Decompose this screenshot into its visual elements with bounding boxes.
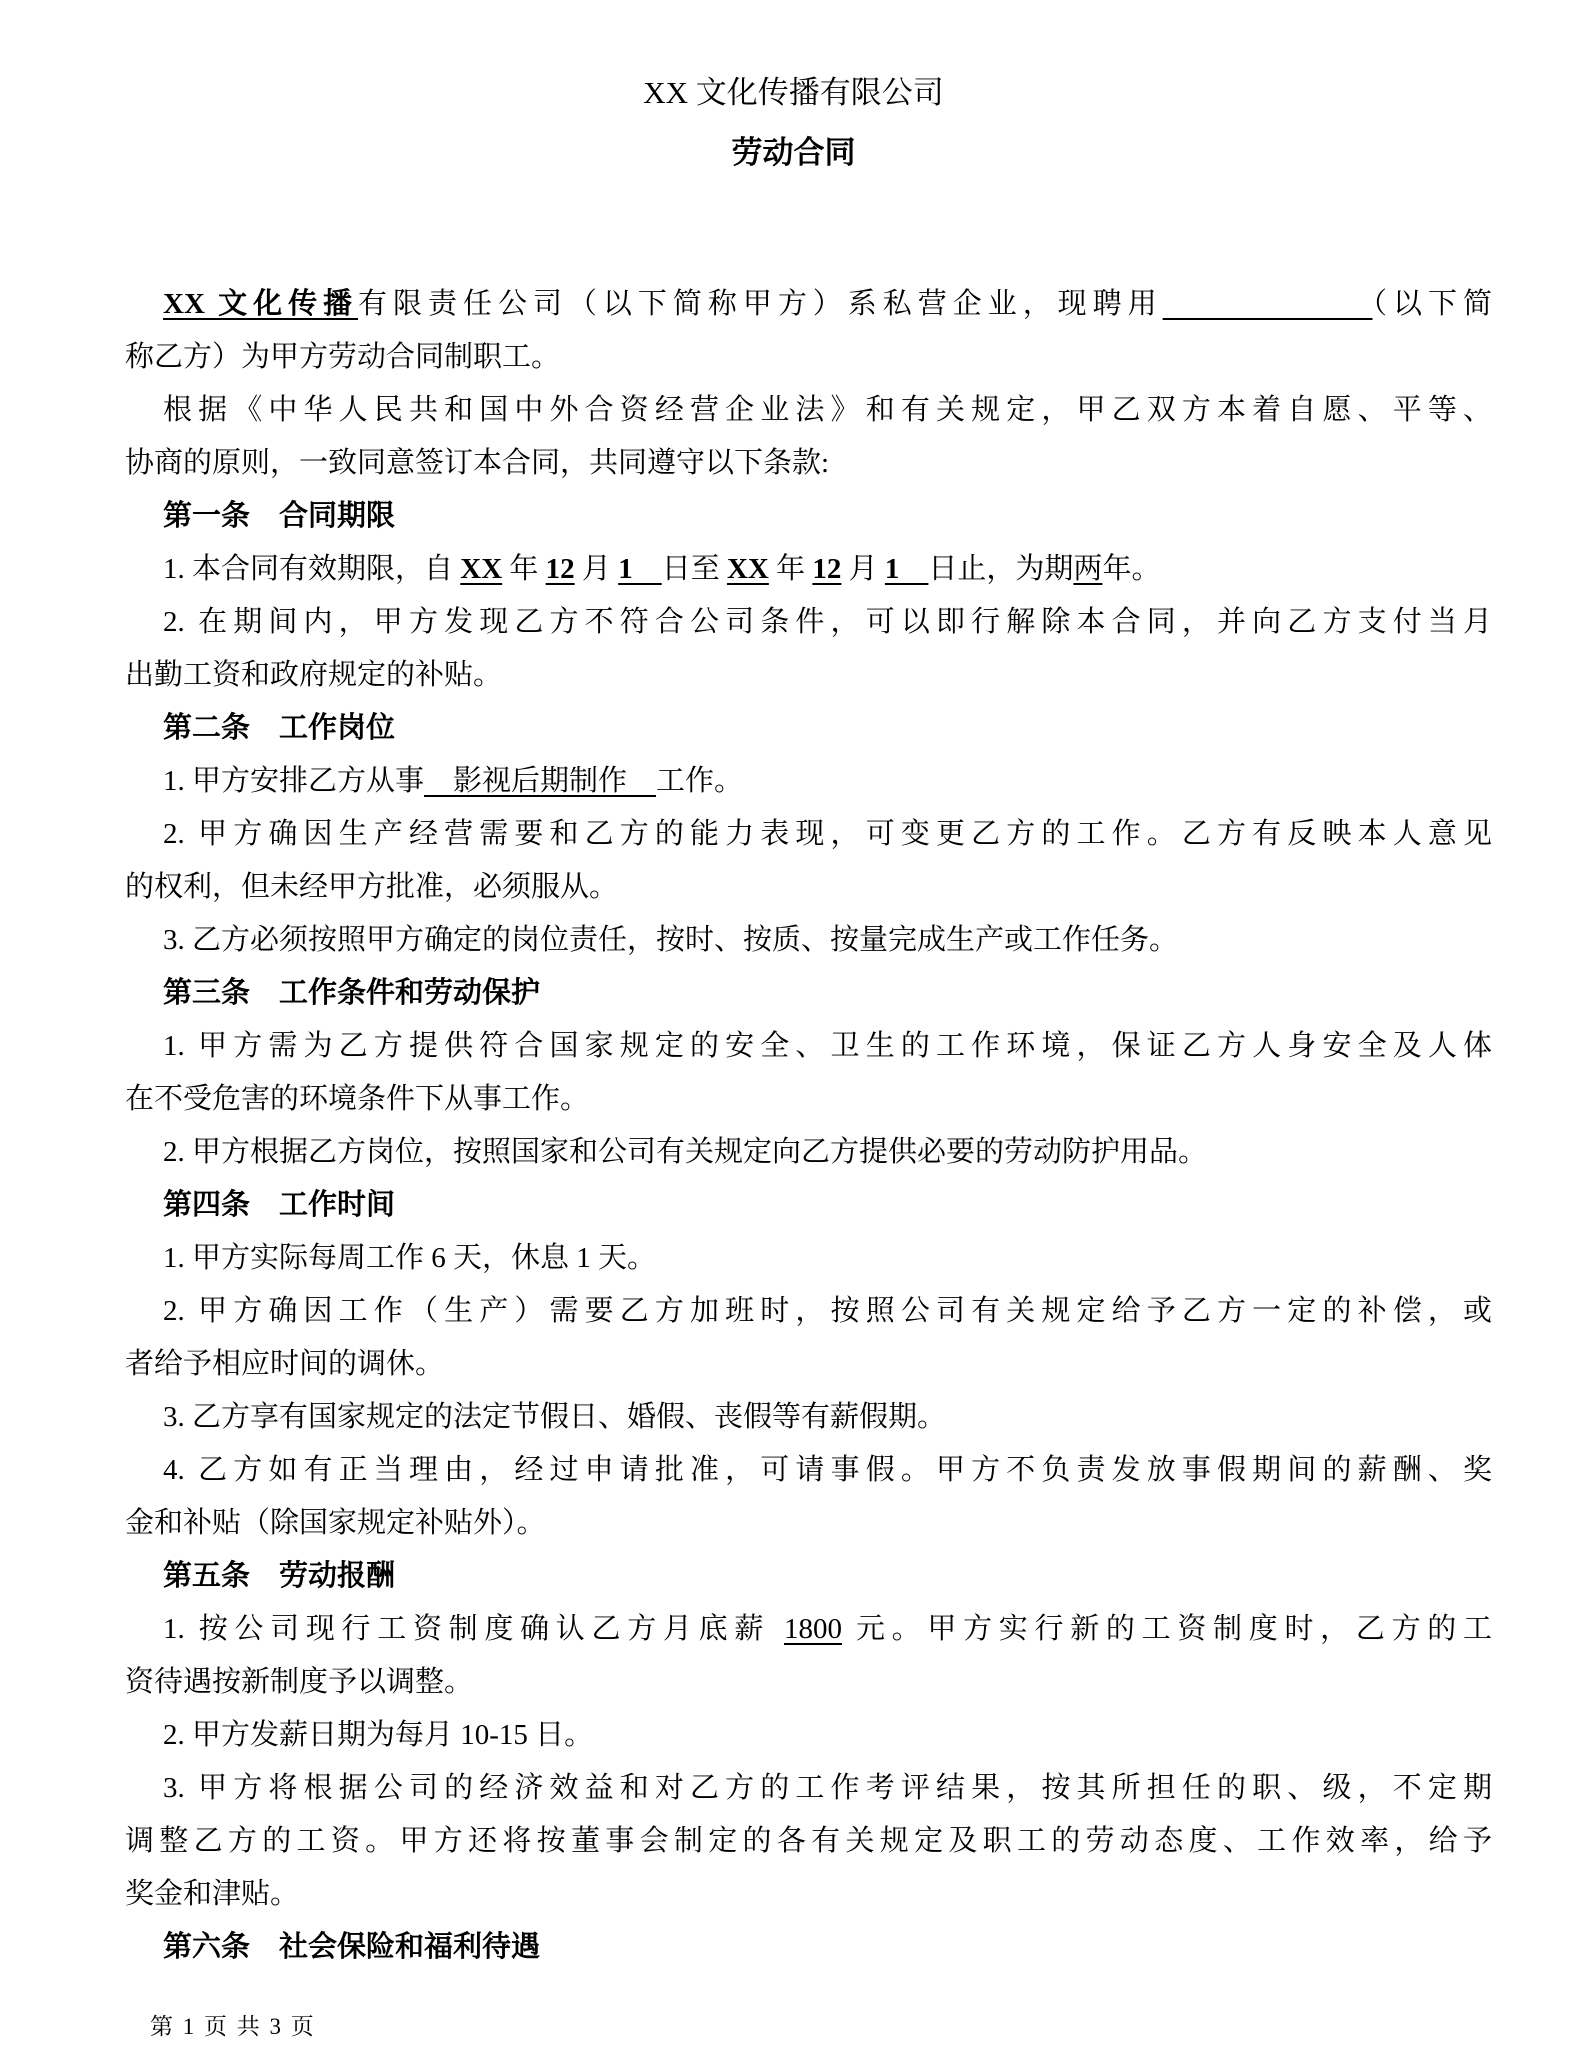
- text-line: [125, 702, 1492, 755]
- section-heading: [125, 1179, 1492, 1232]
- end-day: 1: [884, 553, 929, 585]
- text-line: [125, 1338, 1492, 1391]
- text-run: 1. 本合同有效期限，自: [163, 553, 461, 585]
- text-run: 日至: [661, 553, 727, 585]
- text-run: 工作。: [656, 765, 744, 797]
- base-salary-value: 1800: [784, 1613, 842, 1645]
- paragraph: [125, 1020, 1492, 1126]
- party-a-name: XX 文化传播: [163, 288, 359, 320]
- text-line: [125, 490, 1492, 543]
- text-run: 3. 甲方将根据公司的经济效益和对乙方的工作考评结果，按其所担任的职、级，不定期: [163, 1772, 1492, 1804]
- text-run: 日止，为期: [928, 553, 1074, 585]
- text-run: 元。甲方实行新的工资制度时，乙方的工: [842, 1613, 1492, 1645]
- text-run: 2. 甲方确因工作（生产）需要乙方加班时，按照公司有关规定给予乙方一定的补偿，或: [163, 1295, 1492, 1327]
- text-line: [125, 1815, 1492, 1868]
- page-number-footer: 第 1 页 共 3 页: [150, 2014, 316, 2039]
- text-line: [125, 278, 1492, 331]
- text-line: [125, 1709, 1492, 1762]
- document-title: 劳动合同: [731, 135, 856, 170]
- text-run: 3. 乙方享有国家规定的法定节假日、婚假、丧假等有薪假期。: [163, 1401, 947, 1433]
- section-5-title: 第五条 劳动报酬: [163, 1560, 396, 1592]
- paragraph: [125, 914, 1492, 967]
- text-line: [125, 808, 1492, 861]
- text-line: [125, 384, 1492, 437]
- text-run: 2. 甲方根据乙方岗位，按照国家和公司有关规定向乙方提供必要的劳动防护用品。: [163, 1136, 1208, 1168]
- text-line: [125, 1179, 1492, 1232]
- text-run: 调整乙方的工资。甲方还将按董事会制定的各有关规定及职工的劳动态度、工作效率，给予: [125, 1825, 1492, 1857]
- section-1-title: 第一条 合同期限: [163, 500, 396, 532]
- text-line: [125, 1656, 1492, 1709]
- section-2-title: 第二条 工作岗位: [163, 712, 396, 744]
- text-run: 2. 甲方确因生产经营需要和乙方的能力表现，可变更乙方的工作。乙方有反映本人意见: [163, 818, 1492, 850]
- section-heading: [125, 967, 1492, 1020]
- end-year: XX: [726, 553, 769, 585]
- text-run: 1. 按公司现行工资制度确认乙方月底薪: [163, 1613, 784, 1645]
- text-line: [125, 1762, 1492, 1815]
- text-line: [125, 1232, 1492, 1285]
- text-line: [125, 437, 1492, 490]
- paragraph: [125, 755, 1492, 808]
- paragraph: [125, 1232, 1492, 1285]
- text-run: 出勤工资和政府规定的补贴。: [125, 659, 503, 691]
- section-4-title: 第四条 工作时间: [163, 1189, 396, 1221]
- paragraph: [125, 1126, 1492, 1179]
- paragraph: [125, 1603, 1492, 1709]
- paragraph: [125, 1285, 1492, 1391]
- text-run: 者给予相应时间的调休。: [125, 1348, 445, 1380]
- text-run: 协商的原则，一致同意签订本合同，共同遵守以下条款:: [125, 447, 830, 479]
- section-3-title: 第三条 工作条件和劳动保护: [163, 977, 541, 1009]
- text-line: [125, 596, 1492, 649]
- text-line: [125, 1603, 1492, 1656]
- paragraph: [125, 543, 1492, 596]
- company-title: XX 文化传播有限公司: [643, 75, 944, 110]
- section-heading: [125, 1921, 1492, 1974]
- text-run: 3. 乙方必须按照甲方确定的岗位责任，按时、按质、按量完成生产或工作任务。: [163, 924, 1179, 956]
- section-heading: [125, 1550, 1492, 1603]
- text-line: [125, 543, 1492, 596]
- term-length: 两: [1073, 553, 1103, 585]
- start-year: XX: [460, 553, 503, 585]
- text-run: 2. 甲方发薪日期为每月 10-15 日。: [163, 1719, 594, 1751]
- text-line: [125, 1285, 1492, 1338]
- text-line: [125, 1444, 1492, 1497]
- text-line: [125, 755, 1492, 808]
- text-line: [125, 914, 1492, 967]
- text-run: 奖金和津贴。: [125, 1878, 300, 1910]
- end-month: 12: [812, 553, 842, 585]
- text-run: 在不受危害的环境条件下从事工作。: [125, 1083, 590, 1115]
- text-run: （以下简: [1372, 288, 1492, 320]
- employee-name-blank: [1163, 288, 1373, 320]
- text-run: 资待遇按新制度予以调整。: [125, 1666, 474, 1698]
- text-line: [125, 1868, 1492, 1921]
- start-day: 1: [618, 553, 662, 585]
- section-6-title: 第六条 社会保险和福利待遇: [163, 1931, 541, 1963]
- text-run: 4. 乙方如有正当理由，经过申请批准，可请事假。甲方不负责发放事假期间的薪酬、奖: [163, 1454, 1492, 1486]
- paragraph: [125, 808, 1492, 914]
- text-run: 1. 甲方安排乙方从事: [163, 765, 425, 797]
- text-run: 的权利，但未经甲方批准，必须服从。: [125, 871, 619, 903]
- text-run: 年: [502, 553, 546, 585]
- section-heading: [125, 490, 1492, 543]
- text-line: [125, 1921, 1492, 1974]
- text-run: 月: [841, 553, 885, 585]
- paragraph: [125, 596, 1492, 702]
- text-run: 月: [574, 553, 619, 585]
- text-run: 称乙方）为甲方劳动合同制职工。: [125, 341, 561, 373]
- text-run: 1. 甲方需为乙方提供符合国家规定的安全、卫生的工作环境，保证乙方人身安全及人体: [163, 1030, 1492, 1062]
- text-line: [125, 1550, 1492, 1603]
- job-title-value: 影视后期制作: [424, 765, 657, 797]
- text-line: [125, 1073, 1492, 1126]
- paragraph: [125, 1391, 1492, 1444]
- text-line: [125, 1391, 1492, 1444]
- paragraph: [125, 384, 1492, 490]
- text-line: [125, 649, 1492, 702]
- text-run: 2. 在期间内，甲方发现乙方不符合公司条件，可以即行解除本合同，并向乙方支付当月: [163, 606, 1492, 638]
- section-heading: [125, 702, 1492, 755]
- paragraph: [125, 1762, 1492, 1921]
- document-header: [0, 0, 1587, 174]
- text-line: [125, 331, 1492, 384]
- text-run: 有限责任公司（以下简称甲方）系私营企业，现聘用: [358, 288, 1163, 320]
- paragraph: [125, 1444, 1492, 1550]
- text-run: 金和补贴（除国家规定补贴外）。: [125, 1507, 546, 1539]
- text-run: 年。: [1102, 553, 1161, 585]
- text-line: [125, 1126, 1492, 1179]
- text-run: 1. 甲方实际每周工作 6 天，休息 1 天。: [163, 1242, 657, 1274]
- start-month: 12: [545, 553, 575, 585]
- paragraph: [125, 278, 1492, 384]
- text-line: [125, 1020, 1492, 1073]
- text-run: 根据《中华人民共和国中外合资经营企业法》和有关规定，甲乙双方本着自愿、平等、: [163, 394, 1492, 426]
- text-line: [125, 967, 1492, 1020]
- text-run: 年: [768, 553, 813, 585]
- contract-body: [125, 278, 1492, 1974]
- paragraph: [125, 1709, 1492, 1762]
- text-line: [125, 861, 1492, 914]
- text-line: [125, 1497, 1492, 1550]
